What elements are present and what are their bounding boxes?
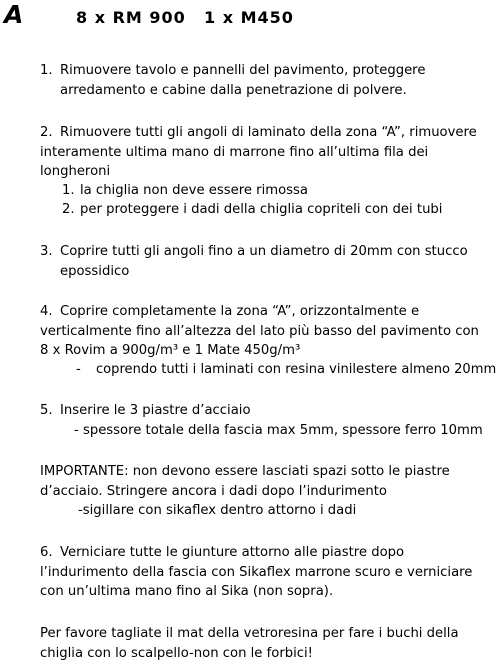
step-5-line-1: Inserire le 3 piastre d’acciaio — [60, 403, 251, 418]
step-2-sub-2-text: per proteggere i dadi della chiglia copriteli con dei tubi — [80, 202, 443, 217]
spec-rm900: 8 x RM 900 — [76, 8, 186, 27]
step-3-number: 3. — [40, 244, 53, 259]
step-5-number: 5. — [40, 403, 53, 418]
step-4-number: 4. — [40, 304, 53, 319]
step-4-line-3: 8 x Rovim a 900g/m³ e 1 Mate 450g/m³ — [40, 343, 301, 358]
important-line-2: d’acciaio. Stringere ancora i dadi dopo l’indurimento — [40, 484, 387, 499]
step-4-line-2: verticalmente fino all’altezza del lato più basso del pavimento con — [40, 324, 479, 339]
step-2-sub-1-text: la chiglia non deve essere rimossa — [80, 183, 308, 198]
footer-line-1: Per favore tagliate il mat della vetroresina per fare i buchi della — [40, 626, 459, 641]
footer-line-2: chiglia con lo scalpello-non con le forbici! — [40, 646, 313, 661]
step-1-line-1: Rimuovere tavolo e pannelli del pavimento, proteggere — [60, 63, 426, 78]
important-line-1: IMPORTANTE: non devono essere lasciati spazi sotto le piastre — [40, 464, 450, 479]
spec-m450: 1 x M450 — [204, 8, 294, 27]
step-4-dash-item: coprendo tutti i laminati con resina vinilestere almeno 20mm — [96, 362, 497, 377]
step-5-dash-item: - spessore totale della fascia max 5mm, spessore ferro 10mm — [74, 423, 483, 438]
step-2-line-3: longheroni — [40, 164, 111, 179]
step-6-line-2: l’indurimento della fascia con Sikaflex marrone scuro e verniciare — [40, 565, 473, 580]
step-6-line-3: con un’ultima mano fino al Sika (non sopra). — [40, 584, 334, 599]
important-line-3: -sigillare con sikaflex dentro attorno i dadi — [78, 503, 357, 518]
step-1-line-2: arredamento e cabine dalla penetrazione di polvere. — [60, 83, 407, 98]
step-3-line-1: Coprire tutti gli angoli fino a un diametro di 20mm con stucco — [60, 244, 468, 259]
step-1-number: 1. — [40, 63, 53, 78]
step-6-line-1: Verniciare tutte le giunture attorno alle piastre dopo — [60, 545, 405, 560]
section-letter: A — [4, 0, 24, 29]
step-3-line-2: epossidico — [60, 264, 130, 279]
step-2-sub-1-number: 1. — [62, 183, 75, 198]
step-6-number: 6. — [40, 545, 53, 560]
step-4-line-1: Coprire completamente la zona “A”, orizzontalmente e — [60, 304, 420, 319]
step-4-dash: - — [76, 362, 81, 377]
step-2-number: 2. — [40, 125, 53, 140]
step-2-line-2: interamente ultima mano di marrone fino all’ultima fila dei — [40, 145, 429, 160]
step-2-line-1: Rimuovere tutti gli angoli di laminato della zona “A”, rimuovere — [60, 125, 477, 140]
step-2-sub-2-number: 2. — [62, 202, 75, 217]
